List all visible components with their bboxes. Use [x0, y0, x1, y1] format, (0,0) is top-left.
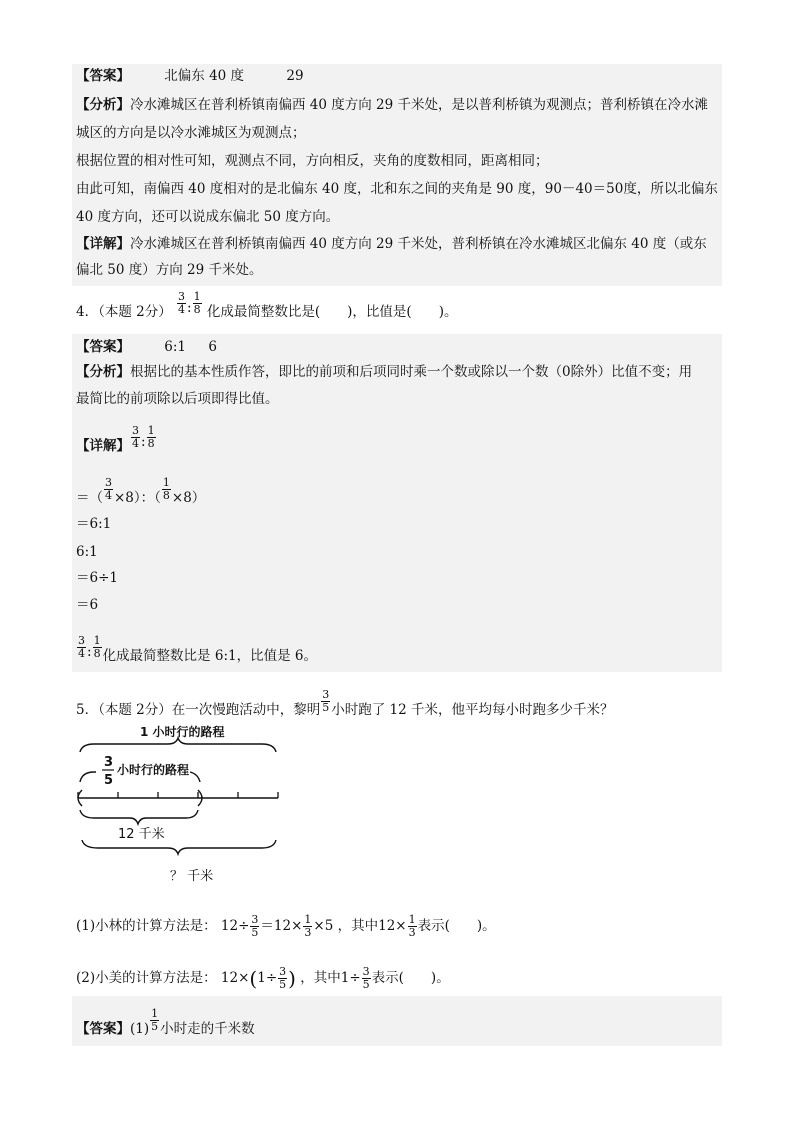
q4-step: ＝6÷1 [76, 570, 118, 586]
formula: 12×(1÷ $\frac{3}{5}$ ) [220, 965, 296, 991]
q3-detail-line: 偏北 50 度）方向 29 千米处。 [76, 262, 263, 278]
question-stem: 化成最简整数比是( )，比值是( )。 [206, 304, 458, 320]
mid-brace [80, 772, 96, 782]
answer-tag: 【答案】 [76, 339, 130, 355]
q4-conclusion: $\frac{3}{4}$ : $\frac{1}{8}$ 化成最简整数比是 6:1，比值是 6。 [78, 634, 317, 664]
fraction: $\frac{1}{5}$ [151, 1007, 159, 1033]
fraction: $\frac{1}{8}$ [147, 424, 155, 450]
q4-step: ＝6:1 [76, 516, 112, 532]
q4-analysis-line: 最简比的前项除以后项即得比值。 [76, 391, 279, 407]
fraction: $\frac{3}{4}$ [78, 634, 85, 660]
q5-part-1: (1)小林的计算方法是： 12÷ $\frac{3}{5}$ ＝12× $\frac{1}{3}$ ×5 ，其中12× $\frac{1}{3}$ 表示( )。 [76, 913, 496, 939]
q3-analysis-line: 40 度方向，还可以说成东偏北 50 度方向。 [76, 209, 340, 225]
q3-detail-line [76, 235, 707, 253]
q3-answer-line [76, 67, 304, 85]
fraction: $\frac{3}{4}$ [132, 424, 139, 450]
answer-value: 北偏东 40 度 [164, 68, 245, 84]
answer-tag: 【答案】 [76, 68, 130, 84]
fraction: $\frac{3}{4}$ [105, 476, 112, 502]
q3-analysis-line: 城区的方向是以冷水滩城区为观测点； [76, 125, 306, 141]
diagram-bottom-label: 12 千米 [118, 827, 165, 842]
q3-analysis-line: 根据位置的相对性可知，观测点不同，方向相反，夹角的度数相同，距离相同； [76, 153, 549, 169]
detail-tag: 【详解】 [76, 438, 130, 454]
question-number: 4．（本题 2分） [76, 304, 172, 320]
whole-brace [82, 840, 276, 854]
diagram-frac-num: 3 [104, 755, 114, 770]
line-segment-diagram [72, 722, 292, 887]
fraction: $\frac{1}{3}$ [304, 913, 312, 939]
answer-value: 29 [286, 68, 304, 84]
diagram-mid-label: 小时行的路程 [117, 763, 190, 777]
diagram-unknown-label: ？ 千米 [170, 869, 214, 884]
q4-answer-line [76, 338, 217, 356]
fraction: $\frac{3}{5}$ [322, 688, 330, 714]
q5-question [76, 688, 614, 723]
detail-text: 冷水滩城区在普利桥镇南偏西 40 度方向 29 千米处，普利桥镇在冷水滩城区北偏东 40 度（或东 [130, 236, 707, 252]
answer-value: 6 [208, 339, 217, 355]
fraction: $\frac{1}{8}$ [193, 290, 201, 316]
fraction: $\frac{3}{5}$ [362, 965, 370, 991]
fraction: $\frac{3}{4}$ [178, 290, 186, 316]
q5-answer-line: 【答案】(1) $\frac{1}{5}$ 小时走的千米数 [76, 1007, 255, 1037]
q4-step: ＝6 [76, 597, 99, 613]
analysis-text: 冷水滩城区在普利桥镇南偏西 40 度方向 29 千米处，是以普利桥镇为观测点；普利桥镇在冷水滩 [130, 97, 709, 113]
diagram-top-label: 1 小时行的路程 [140, 725, 225, 739]
q4-step: ＝（ $\frac{3}{4}$ ×8）：（ $\frac{1}{8}$ ×8） [76, 476, 206, 506]
answer-value: 6:1 [164, 339, 187, 355]
q3-analysis-line [76, 96, 708, 114]
segment-ticks [78, 792, 278, 798]
analysis-tag: 【分析】 [76, 97, 130, 113]
q4-analysis-line [76, 363, 692, 381]
top-brace [80, 738, 276, 752]
mid-brace-right [190, 772, 200, 782]
fraction: $\frac{1}{8}$ [162, 476, 170, 502]
analysis-tag: 【分析】 [76, 364, 130, 380]
q4-detail-line: 【详解】 $\frac{3}{4}$ : $\frac{1}{8}$ [76, 424, 155, 454]
answer-tag: 【答案】 [76, 1021, 130, 1037]
q3-analysis-line: 由此可知，南偏西 40 度相对的是北偏东 40 度，北和东之间的夹角是 90 度，90－40＝50度，所以北偏东 [76, 181, 718, 197]
q5-part-2: (2)小美的计算方法是： 12×(1÷ $\frac{3}{5}$ ) ，其中1÷ $\frac{3}{5}$ 表示( )。 [76, 965, 450, 991]
detail-tag: 【详解】 [76, 236, 130, 252]
formula: 12÷ $\frac{3}{5}$ ＝12× $\frac{1}{3}$ ×5 [220, 913, 334, 939]
fraction: $\frac{1}{3}$ [408, 913, 416, 939]
q4-question: 4．（本题 2分） $\frac{3}{4}$ : $\frac{1}{8}$ 化成最简整数比是( )，比值是( )。 [76, 290, 458, 320]
part-brace [80, 810, 198, 824]
q4-step: 6:1 [76, 544, 98, 560]
fraction: $\frac{1}{8}$ [93, 634, 101, 660]
diagram-frac-den: 5 [104, 773, 114, 788]
fraction: $\frac{3}{5}$ [251, 913, 259, 939]
question-number: 5．（本题 2分）在一次慢跑活动中，黎明 [76, 702, 321, 718]
analysis-text: 根据比的基本性质作答，即比的前项和后项同时乘一个数或除以一个数（0除外）比值不变；用 [130, 364, 693, 380]
fraction: $\frac{3}{5}$ [279, 965, 287, 991]
question-stem: 小时跑了 12 千米，他平均每小时跑多少千米？ [331, 702, 614, 718]
